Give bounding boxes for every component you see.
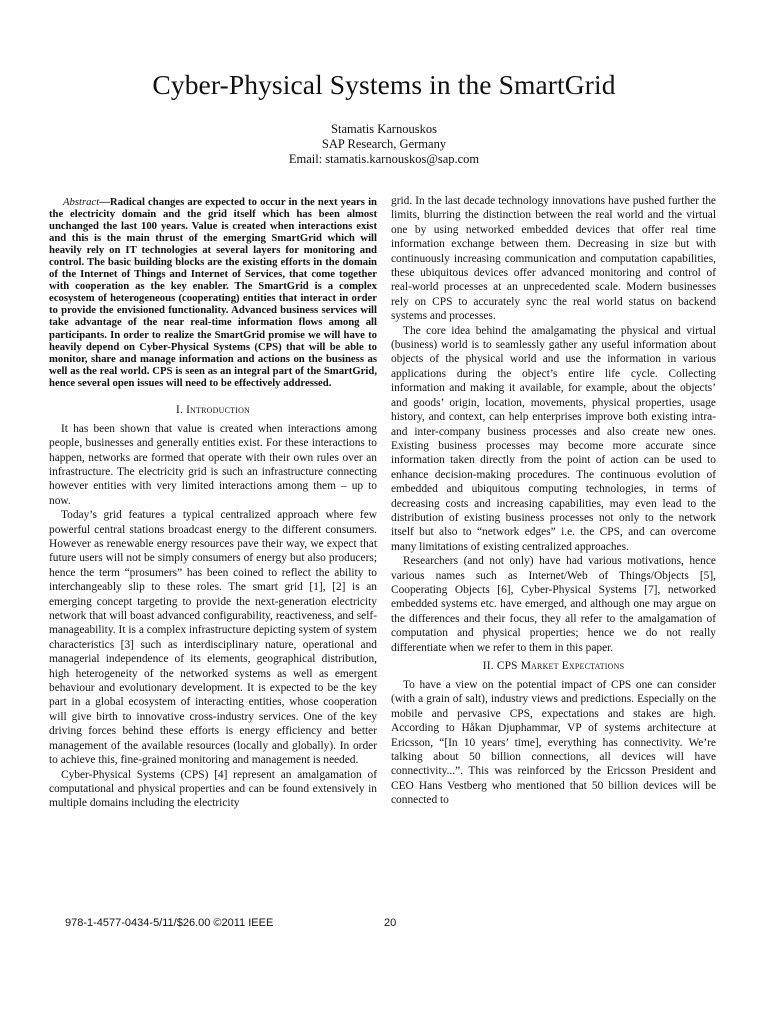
left-column bbox=[49, 196, 377, 811]
paragraph: The core idea behind the amalgamating the physical and virtual (business) world is to seamlessly gather any useful information about objects of the physical world and use the information in various applications during the object’s entire life cycle. Collecting information and making it available, for example, about the objects’ and goods’ origin, location, movements, physical properties, usage history, and context, can help enterprises improve both existing intra- and inter-company business processes and also create new ones. Existing business processes may become more accurate since information taken directly from the point of action can be used to enhance decision-making procedures. The continuous evolution of embedded and ubiquitous computing technologies, in terms of decreasing costs and increasing capabilities, may even lead to the distribution of existing business processes not only to the network itself but also to “network edges” i.e. the CPS, and can overcome many limitations of existing centralized approaches. bbox=[391, 324, 716, 553]
section-heading-introduction bbox=[49, 403, 377, 418]
author-email: Email: stamatis.karnouskos@sap.com bbox=[288, 152, 480, 166]
abstract bbox=[49, 196, 377, 389]
section-title: Introduction bbox=[186, 403, 251, 416]
paragraph: Cyber-Physical Systems (CPS) [4] represent an amalgamation of computational and physical properties and can be found extensively in multiple domains including the electricity bbox=[49, 768, 377, 810]
abstract-text: —Radical changes are expected to occur in the next years in the electricity domain and the grid itself which has been almost unchanged the last 100 years. Value is created when interactions exist and this is the main thrust of the emerging SmartGrid which will heavily rely on IT technologies at several layers for monitoring and control. The basic building blocks are the existing efforts in the domain of the Internet of Things and Internet of Services, that come together with cooperation as the key enabler. The SmartGrid is a complex ecosystem of heterogeneous (cooperating) entities that interact in order to provide the envisioned functionality. Advanced business services will take advantage of the near real-time information flows among all participants. In order to realize the SmartGrid promise we will have to heavily depend on Cyber-Physical Systems (CPS) that will be able to monitor, share and manage information and actions on the business as well as the real world. CPS is seen as an integral part of the SmartGrid, hence several open issues will need to be effectively addressed. bbox=[49, 196, 377, 389]
right-column bbox=[391, 194, 716, 808]
page-number: 20 bbox=[384, 917, 397, 929]
paragraph: Today’s grid features a typical centralized approach where few powerful central stations broadcast energy to the different consumers. However as renewable energy resources pave their way, we expect that future users will not be simply consumers of energy but also producers; hence the term “prosumers” has been coined to reflect the ability to interchangeably slip to these roles. The smart grid [1], [2] is an emerging concept targeting to provide the next-generation electricity network that will boast advanced configurability, reactiveness, and self-manageability. It is a complex infrastructure depicting system of system characteristics [3] such as interdisciplinary nature, operational and managerial independence of its elements, geographical distribution, high heterogeneity of the networked systems as well as emergent behaviour and evolutionary development. It is expected to be the key part in a global ecosystem of interacting entities, whose cooperation will give birth to innovative cross-industry services. One of the key driving forces behind these efforts is energy efficiency and better management of the available resources (locally and globally). In order to achieve this, fine-grained monitoring and management is needed. bbox=[49, 509, 377, 767]
abstract-label: Abstract bbox=[63, 196, 100, 208]
paragraph: Researchers (and not only) have had various motivations, hence various names such as Internet/Web of Things/Objects [5], Cooperating Objects [6], Cyber-Physical Systems [7], networked embedded systems etc. have emerged, and although one may argue on the differences and their focus, they all refer to the amalgamation of computation and physical properties; hence we do not really differentiate when we refer to them in this paper. bbox=[391, 555, 716, 654]
paragraph: grid. In the last decade technology innovations have pushed further the limits, blurring the distinction between the real world and the virtual one by using networked embedded devices that offer real time information exchange between them. Decreasing in size but with continuously increasing communication and computation capabilities, these ubiquitous devices offer advanced monitoring and control of real-world processes at an unprecedented scale. Modern businesses rely on CPS to accurately sync the real world status on backend systems and processes. bbox=[391, 195, 716, 323]
section-number: II. bbox=[482, 660, 494, 672]
paper-title: Cyber-Physical Systems in the SmartGrid bbox=[152, 69, 616, 100]
paragraph: It has been shown that value is created when interactions among people, businesses and generally entities exist. For these interactions to happen, networks are formed that operate with their own rules over an infrastructure. The electricity grid is such an infrastructure connecting however entities with very limited interactions among them – up to now. bbox=[49, 422, 377, 507]
section-number: I. bbox=[175, 403, 183, 416]
footer-isbn: 978-1-4577-0434-5/11/$26.00 ©2011 IEEE bbox=[65, 917, 274, 929]
section-heading-market-expectations bbox=[391, 659, 716, 674]
paragraph: To have a view on the potential impact of CPS one can consider (with a grain of salt), industry views and predictions. Especially on the mobile and pervasive CPS, expectations and stakes are high. According to Håkan Djuphammar, VP of systems architecture at Ericsson, “[In 10 years’ time], everything has connectivity. We’re talking about 50 billion connections, all devices will have connectivity...”. This was reinforced by the Ericsson President and CEO Hans Vestberg who mentioned that 50 billion devices will be connected to bbox=[391, 679, 716, 807]
author-affiliation: SAP Research, Germany bbox=[321, 137, 447, 151]
section-title: CPS Market Expectations bbox=[496, 660, 625, 672]
author-name: Stamatis Karnouskos bbox=[331, 122, 437, 136]
